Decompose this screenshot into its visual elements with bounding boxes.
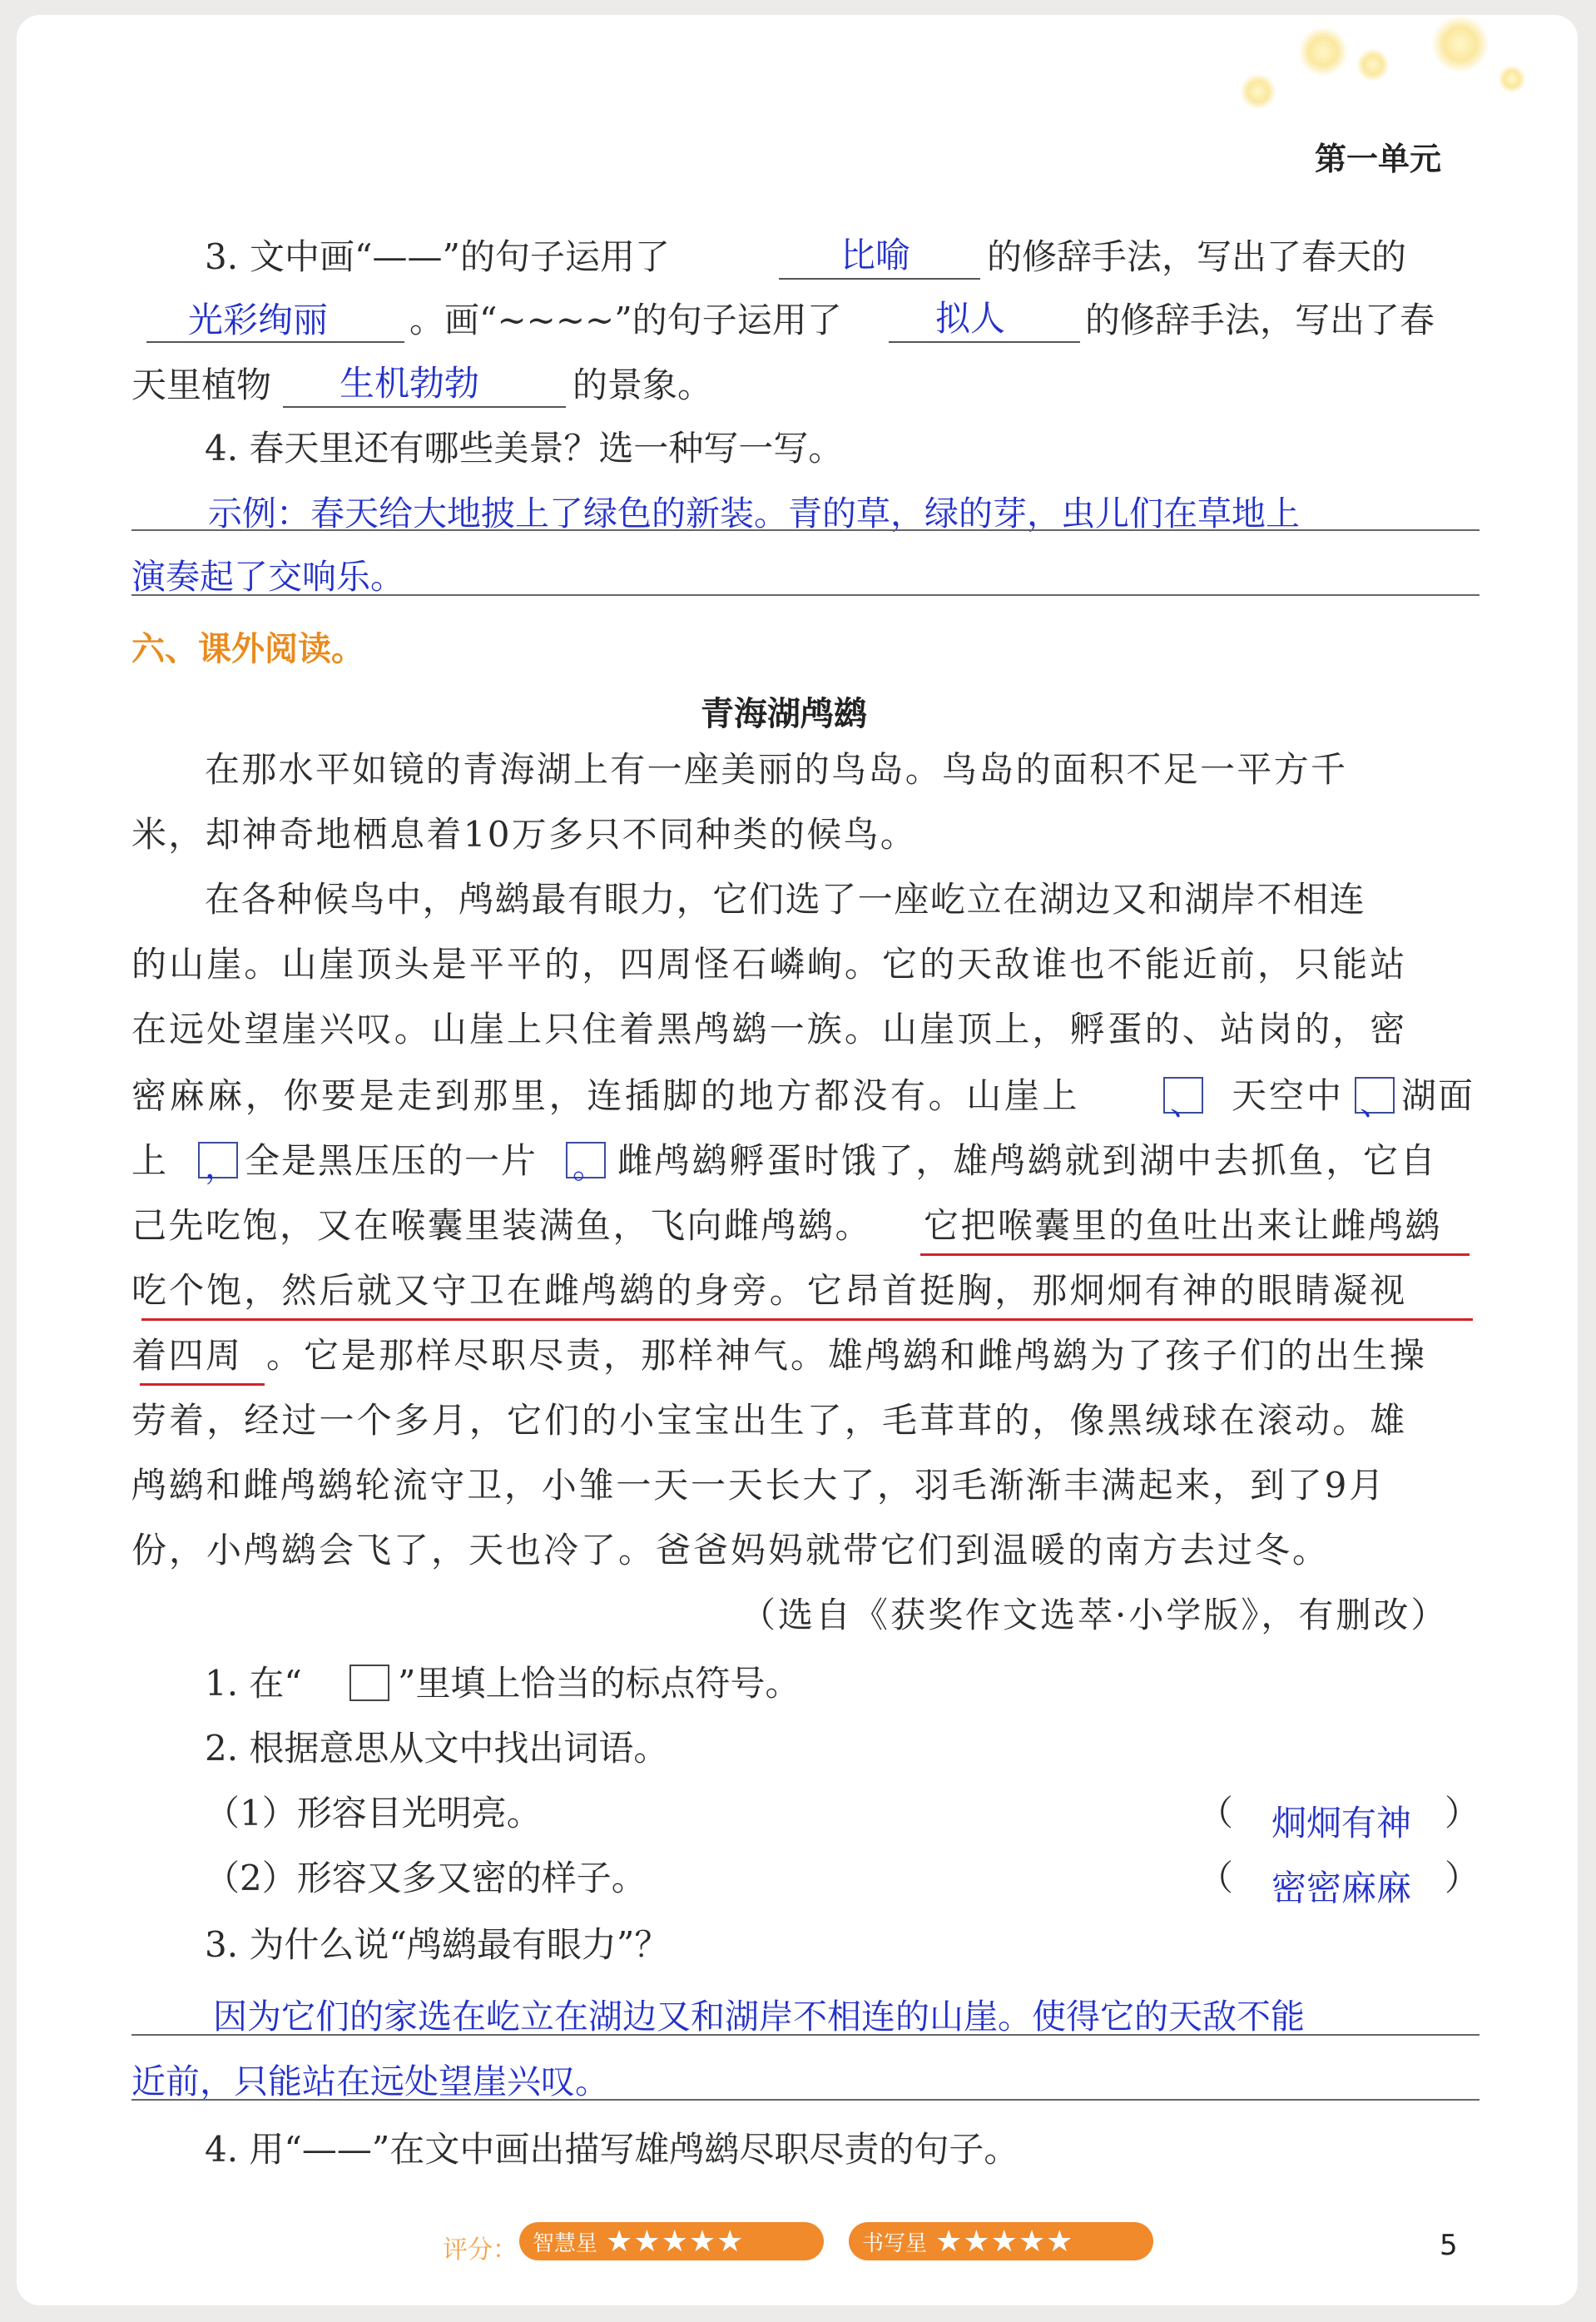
passage-line-10a: 着四周 <box>131 1335 243 1376</box>
question-3-answer-rule-2 <box>131 2099 1480 2101</box>
q4-answer-rule-1 <box>131 529 1480 531</box>
writing-star-badge <box>849 2222 1153 2260</box>
decorative-sparkle <box>1498 65 1526 93</box>
q3-blank-4[interactable] <box>283 406 566 408</box>
q3-number: 3. <box>205 236 239 277</box>
passage-line-4: 的山崖。山崖顶头是平平的，四周怪石嶙峋。它的天敌谁也不能近前，只能站 <box>131 944 1408 985</box>
punctuation-answer-2: 、 <box>1360 1084 1393 1123</box>
passage-line-9: 吃个饱，然后就又守卫在雌鸬鹚的身旁。它昂首挺胸，那炯炯有神的眼睛凝视 <box>131 1270 1408 1311</box>
q3-text-part1: 文中画“——”的句子运用了 <box>250 236 670 277</box>
passage-line-1: 在那水平如镜的青海湖上有一座美丽的鸟岛。鸟岛的面积不足一平方千 <box>205 749 1348 790</box>
question-1-post: ”里填上恰当的标点符号。 <box>398 1663 800 1704</box>
decorative-sparkle <box>1356 48 1390 82</box>
question-2-item-1-rparen: ） <box>1445 1793 1480 1833</box>
passage-line-12: 鸬鹚和雌鸬鹚轮流守卫，小雏一天一天长大了，羽毛渐渐丰满起来，到了9月 <box>131 1465 1386 1506</box>
q3-blank-1[interactable] <box>779 278 980 280</box>
passage-line-7c: 雌鸬鹚孵蛋时饿了，雄鸬鹚就到湖中去抓鱼，它自 <box>617 1140 1438 1181</box>
student-underline-3 <box>140 1383 265 1386</box>
punctuation-answer-4: 。 <box>572 1148 606 1186</box>
question-2-item-2-lparen: （ <box>1198 1858 1234 1898</box>
passage-title: 青海湖鸬鹚 <box>701 695 867 733</box>
question-2-label: 2. 根据意思从文中找出词语。 <box>205 1728 669 1769</box>
punctuation-answer-1: 、 <box>1170 1084 1203 1123</box>
passage-line-6a: 密麻麻，你要是走到那里，连插脚的地方都没有。山崖上 <box>131 1075 1081 1116</box>
question-2-item-1: （1）形容目光明亮。 <box>205 1793 542 1833</box>
question-3-label: 3. 为什么说“鸬鹚最有眼力”？ <box>205 1924 670 1965</box>
passage-line-7a: 上 <box>131 1140 167 1181</box>
q3-answer-1: 比喻 <box>840 235 911 275</box>
question-1-pre: 1. 在“ <box>205 1663 302 1704</box>
unit-title: 第一单元 <box>1315 141 1442 177</box>
passage-line-3: 在各种候鸟中，鸬鹚最有眼力，它们选了一座屹立在湖边又和湖岸不相连 <box>205 879 1366 920</box>
question-3-answer-rule-1 <box>131 2034 1480 2036</box>
q3-text-part6: 的景象。 <box>572 365 713 405</box>
punctuation-answer-3: ， <box>205 1148 238 1186</box>
question-2-item-1-answer: 炯炯有神 <box>1271 1803 1412 1843</box>
page-number: 5 <box>1440 2229 1458 2262</box>
question-2-item-2-rparen: ） <box>1445 1858 1480 1898</box>
q3-text-part4: 的修辞手法，写出了春 <box>1085 300 1435 340</box>
passage-line-11: 劳着，经过一个多月，它们的小宝宝出生了，毛茸茸的，像黑绒球在滚动。雄 <box>131 1400 1408 1441</box>
passage-line-5: 在远处望崖兴叹。山崖上只住着黑鸬鹚一族。山崖顶上，孵蛋的、站岗的，密 <box>131 1009 1408 1049</box>
question-4-label: 4. 用“——”在文中画出描写雄鸬鹚尽职尽责的句子。 <box>205 2129 1019 2170</box>
q3-answer-4: 生机勃勃 <box>340 363 480 404</box>
q3-answer-2: 光彩绚丽 <box>188 300 329 340</box>
q3-text-part3: 。画“~~~~”的句子运用了 <box>409 300 842 340</box>
score-label: 评分： <box>443 2235 518 2265</box>
decorative-sparkle <box>1240 73 1276 110</box>
q3-answer-3: 拟人 <box>935 298 1006 339</box>
wisdom-star-label: 智慧星 <box>533 2230 598 2256</box>
passage-line-10b: 。它是那样尽职尽责，那样神气。雄鸬鹚和雌鸬鹚为了孩子们的出生操 <box>266 1335 1428 1376</box>
q3-text-part2: 的修辞手法，写出了春天的 <box>987 236 1407 277</box>
student-underline-1 <box>920 1253 1470 1256</box>
writing-star-label: 书写星 <box>862 2230 928 2256</box>
wisdom-star-rating-icons: ★★★★★ <box>606 2225 745 2258</box>
student-underline-2 <box>141 1318 1473 1321</box>
passage-line-6c: 湖面 <box>1401 1075 1475 1116</box>
passage-line-8b: 它把喉囊里的鱼吐出来让雌鸬鹚 <box>924 1205 1443 1246</box>
q4-answer-line2: 演奏起了交响乐。 <box>131 557 404 597</box>
section-6-heading: 六、课外阅读。 <box>131 630 364 668</box>
q4-answer-rule-2 <box>131 594 1480 596</box>
passage-line-6b: 天空中 <box>1232 1075 1345 1116</box>
question-2-item-1-lparen: （ <box>1198 1793 1234 1833</box>
question-3-answer-line2: 近前，只能站在远处望崖兴叹。 <box>131 2062 609 2101</box>
workbook-page <box>17 15 1578 2305</box>
question-1-box-sample <box>349 1665 389 1701</box>
question-3-answer-line1: 因为它们的家选在屹立在湖边又和湖岸不相连的山崖。使得它的天敌不能 <box>213 1997 1305 2037</box>
q3-text-part5: 天里植物 <box>131 365 272 405</box>
writing-star-rating-icons: ★★★★★ <box>935 2225 1074 2258</box>
q3-blank-3[interactable] <box>889 341 1080 343</box>
passage-source: （选自《获奖作文选萃·小学版》，有删改） <box>741 1595 1449 1635</box>
decorative-sparkle <box>1431 15 1489 73</box>
q4-label: 4. 春天里还有哪些美景？选一种写一写。 <box>205 428 844 469</box>
decorative-sparkle <box>1298 27 1348 77</box>
wisdom-star-badge <box>519 2222 824 2260</box>
passage-line-2: 米，却神奇地栖息着10万多只不同种类的候鸟。 <box>131 814 918 855</box>
question-2-item-2-answer: 密密麻麻 <box>1271 1868 1412 1908</box>
passage-line-8a: 己先吃饱，又在喉囊里装满鱼，飞向雌鸬鹚。 <box>131 1205 873 1246</box>
q4-answer-line1: 示例：春天给大地披上了绿色的新装。青的草，绿的芽，虫儿们在草地上 <box>208 494 1300 533</box>
passage-line-13: 份，小鸬鹚会飞了，天也冷了。爸爸妈妈就带它们到温暖的南方去过冬。 <box>131 1530 1331 1570</box>
passage-line-7b: 全是黑压压的一片 <box>245 1140 538 1181</box>
question-2-item-2: （2）形容又多又密的样子。 <box>205 1858 647 1898</box>
